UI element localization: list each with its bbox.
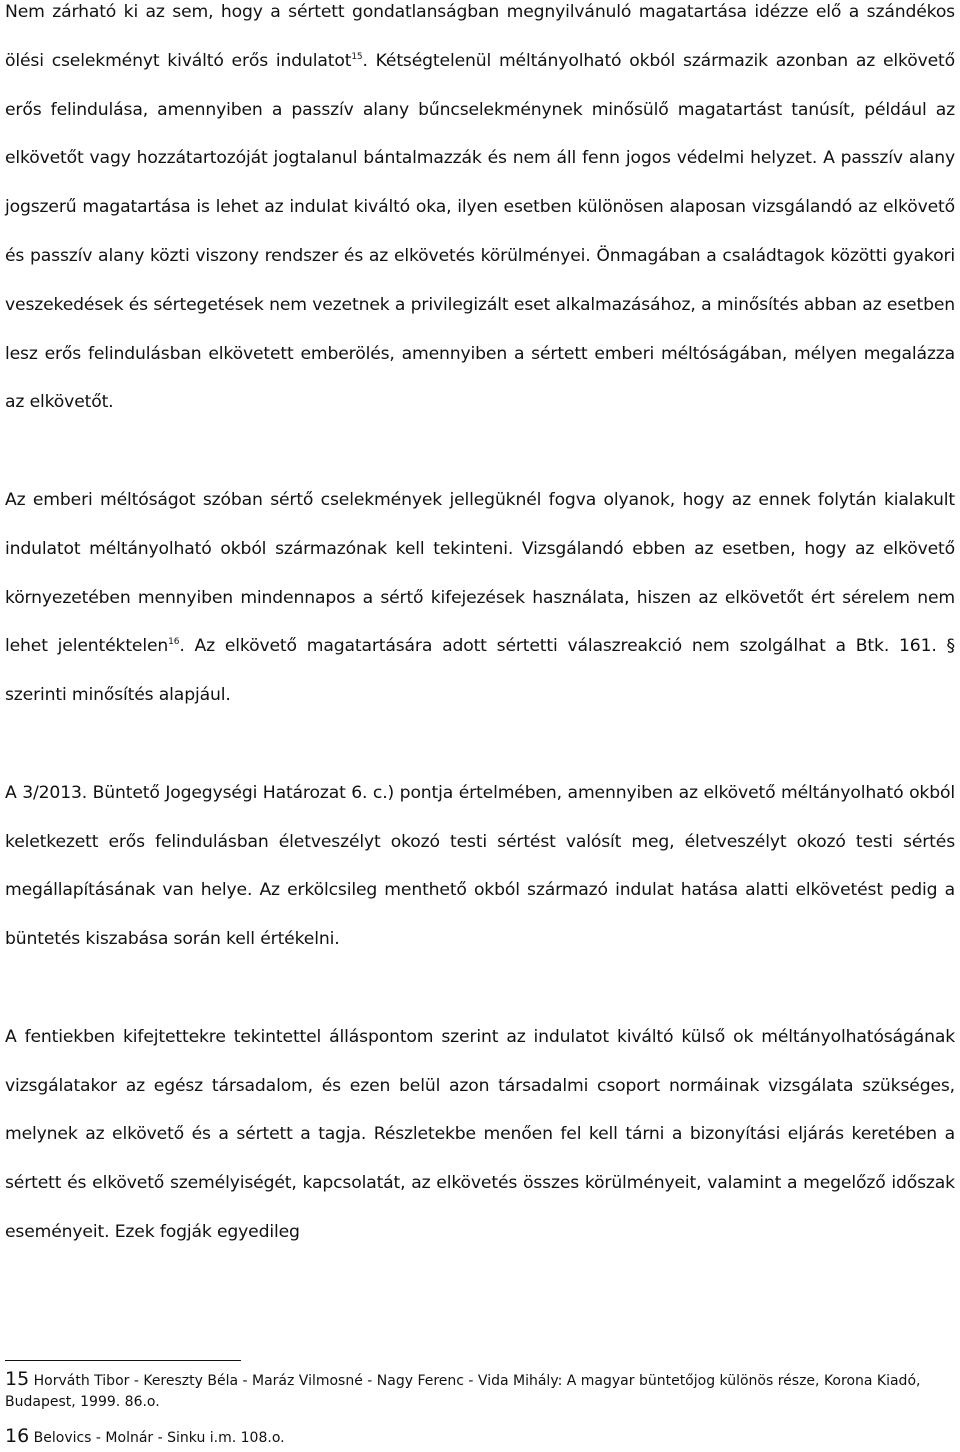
paragraph xyxy=(5,0,955,427)
footnote-ref[interactable]: 15 xyxy=(351,51,363,62)
paragraph-text: Nem zárható ki az sem, hogy a sértett gondatlanságban megnyilvánuló magatartása idézze elő a szándékos ölési cselekményt kiváltó erős indulatot xyxy=(5,2,955,71)
paragraph-text: . Az elkövető magatartására adott sértetti válaszreakció nem szolgálhat a Btk. 161. § szerinti minősítés alapjául. xyxy=(5,636,955,706)
footnote xyxy=(5,1369,955,1413)
footnote-ref[interactable]: 16 xyxy=(168,637,180,648)
paragraph-text: A 3/2013. Büntető Jogegységi Határozat 6. c.) pontja értelmében, amennyiben az elkövető méltányolható okból keletkezett erős felindulásban életveszélyt okozó testi sértést valósít meg, életveszélyt okozó testi sértés megállapításának van helye. Az erkölcsileg menthető okból származó indulat hatása alatti elkövetést pedig a büntetés kiszabása során kell értékelni. xyxy=(5,782,955,950)
footnote xyxy=(5,1426,955,1449)
paragraph xyxy=(5,769,955,964)
footnotes-section xyxy=(5,1360,955,1449)
paragraph-text: Az emberi méltóságot szóban sértő cselekmények jellegüknél fogva olyanok, hogy az ennek folytán kialakult indulatot méltányolható okból származónak kell tekinteni. Vizsgálandó ebben az esetben, hogy az elkövető környezetében mennyiben mindennapos a sértő kifejezések használata, hiszen az elkövetőt ért sérelem nem lehet jelentéktelen xyxy=(5,489,955,657)
footnote-separator xyxy=(5,1360,241,1361)
footnote-number: 16 xyxy=(5,1425,30,1447)
paragraph-text: A fentiekben kifejtettekre tekintettel álláspontom szerint az indulatot kiváltó külső ok méltányolhatóságának vizsgálatakor az egész társadalom, és ezen belül azon társadalmi csoport normáinak vizsgálata szükséges, melynek az elkövető és a sértett a tagja. Részletekbe menően fel kell tárni a bizonyítási eljárás keretében a sértett és elkövető személyiségét, kapcsolatát, az elkövetés összes körülményeit, valamint a megelőző időszak eseményeit. Ezek fogják egyedileg xyxy=(5,1026,955,1242)
footnote-text: Horváth Tibor - Kereszty Béla - Maráz Vilmosné - Nagy Ferenc - Vida Mihály: A magyar büntetőjog különös része, Korona Kiadó, Budapest, 1999. 86.o. xyxy=(5,1373,921,1410)
footnote-text: Belovics - Molnár - Sinku i.m. 108.o. xyxy=(33,1430,285,1446)
document-body xyxy=(5,0,955,1257)
paragraph-text: . Kétségtelenül méltányolható okból származik azonban az elkövető erős felindulása, amennyiben a passzív alany bűncselekménynek minősülő magatartást tanúsít, például az elkövetőt vagy hozzátartozóját jogtalanul bántalmazzák és nem áll fenn jogos védelmi helyzet. A passzív alany jogszerű magatartása is lehet az indulat kiváltó oka, ilyen esetben különösen alaposan vizsgálandó az elkövető és passzív alany közti viszony rendszer és az elkövetés körülményei. Önmagában a családtagok közötti gyakori veszekedések és sértegetések nem vezetnek a privilegizált eset alkalmazásához, a minősítés abban az esetben lesz erős felindulásban elkövetett emberölés, amennyiben a sértett emberi méltóságában, mélyen megalázza az elkövetőt. xyxy=(5,50,956,413)
paragraph xyxy=(5,1013,955,1257)
paragraph xyxy=(5,476,955,720)
footnote-number: 15 xyxy=(5,1368,30,1390)
